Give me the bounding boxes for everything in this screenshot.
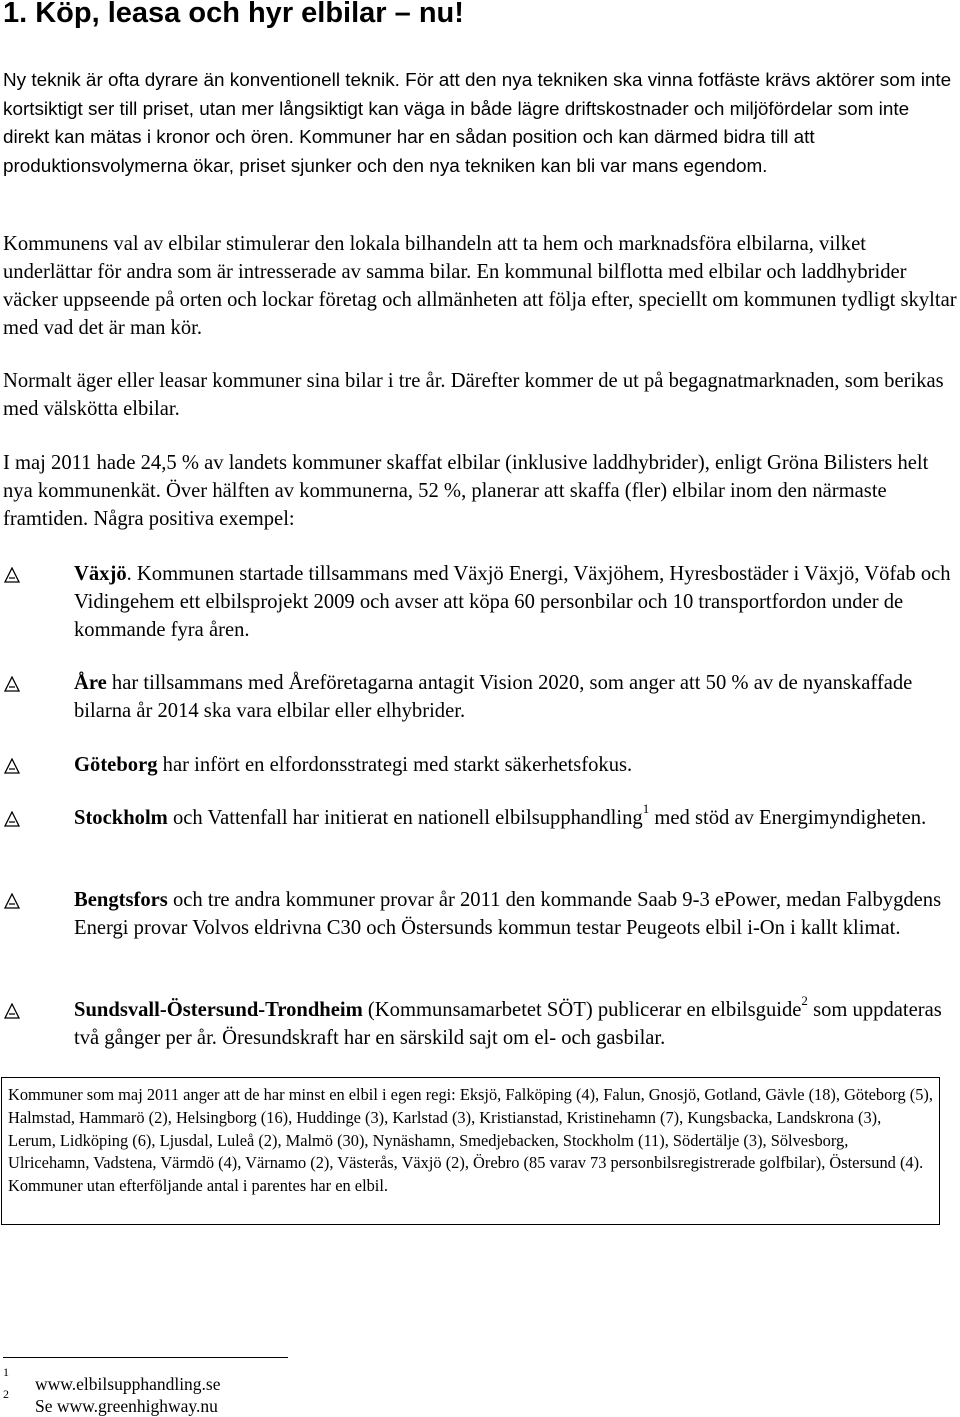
list-item <box>4 751 954 779</box>
bullet-municipality: Bengtsfors <box>74 889 168 911</box>
bullet-municipality: Sundsvall-Östersund-Trondheim <box>74 999 363 1021</box>
bullet-municipality: Växjö <box>74 563 127 585</box>
footnote-link[interactable]: Se www.greenhighway.nu <box>35 1396 218 1416</box>
bullet-text: har tillsammans med Åreföretagarna antagit Vision 2020, som anger att 50 % av de nyanskaffade bilarna år 2014 ska vara elbilar eller elhybrider. <box>74 672 913 722</box>
bullet-text: och tre andra kommuner provar år 2011 den kommande Saab 9-3 ePower, medan Falbygdens Energi provar Volvos eldrivna C30 och Östersunds kommun testar Peugeots elbil i-On i kallt klimat. <box>74 889 942 939</box>
bullet-text: och Vattenfall har initierat en nationell elbilsupphandling <box>167 807 643 829</box>
list-item <box>4 801 954 832</box>
bullet-municipality: Göteborg <box>74 754 158 776</box>
footnote-ref: 2 <box>801 993 808 1009</box>
triangle-bullet-icon <box>4 886 26 914</box>
footnote-ref: 1 <box>642 801 650 817</box>
bullet-text: som uppdateras två gånger per år. Öresundskraft har en särskild sajt om el- och gasbilar. <box>74 999 942 1049</box>
triangle-bullet-icon <box>4 804 26 832</box>
bullet-municipality: Stockholm <box>74 807 168 829</box>
triangle-bullet-icon <box>4 751 26 779</box>
triangle-bullet-icon <box>4 669 26 697</box>
footnote-number: 2 <box>3 1387 9 1401</box>
triangle-bullet-icon <box>4 996 26 1024</box>
footnote-number: 1 <box>3 1365 9 1379</box>
paragraph-leasing: Normalt äger eller leasar kommuner sina bilar i tre år. Därefter kommer de ut på begagnatmarknaden, som berikas med välskötta elbilar. <box>3 370 944 420</box>
bullet-text: har infört en elfordonsstrategi med starkt säkerhetsfokus. <box>157 754 633 776</box>
list-item <box>4 560 954 644</box>
bullet-municipality: Åre <box>74 672 107 694</box>
bullet-text: med stöd av Energimyndigheten. <box>649 807 927 829</box>
bullet-text: (Kommunsamarbetet SÖT) publicerar en elbilsguide <box>362 999 802 1021</box>
bullet-text: . Kommunen startade tillsammans med Växjö Energi, Växjöhem, Hyresbostäder i Växjö, Vöfab och Vidingehem ett elbilsprojekt 2009 och avser att köpa 60 personbilar och 10 transportfordon under de kommande fyra åren. <box>74 563 951 641</box>
list-item <box>4 669 954 725</box>
municipalities-box <box>1 1077 940 1225</box>
list-item <box>4 993 954 1052</box>
box-text: Kommuner som maj 2011 anger att de har minst en elbil i egen regi: Eksjö, Falköping (4), Falun, Gnosjö, Gotland, Gävle (18), Göteborg (5), Halmstad, Hammarö (2), Helsingborg (16), Huddinge (3), Karlstad (3), Kristianstad, Kristinehamn (7), Kungsbacka, Landskrona (3), Lerum, Lidköping (6), Ljusdal, Luleå (2), Malmö (30), Nynäshamn, Smedjebacken, Stockholm (11), Södertälje (3), Sölvesborg, Ulricehamn, Vadstena, Värmdö (4), Värnamo (2), Västerås, Växjö (2), Örebro (85 varav 73 personbilsregistrerade golfbilar), Östersund (4). Kommuner utan efterföljande antal i parentes har en elbil. <box>8 1085 933 1196</box>
paragraph-local-market: Kommunens val av elbilar stimulerar den lokala bilhandeln att ta hem och marknadsföra elbilarna, vilket underlättar för andra som är intresserade av samma bilar. En kommunal bilflotta med elbilar och laddhybrider väcker uppseende på orten och lockar företag och allmänheten att följa efter, speciellt om kommunen tydligt skyltar med vad det är man kör. <box>3 233 957 339</box>
paragraph-intro: Ny teknik är ofta dyrare än konventionell teknik. För att den nya tekniken ska vinna fotfäste krävs aktörer som inte kortsiktigt ser till priset, utan mer långsiktigt kan väga in både lägre driftskostnader och miljöfördelar som inte direkt kan mätas i kronor och ören. Kommuner har en sådan position och kan därmed bidra till att produktionsvolymerna ökar, priset sjunker och den nya tekniken kan bli var mans egendom. <box>3 70 952 177</box>
section-heading: 1. Köp, leasa och hyr elbilar – nu! <box>3 0 464 29</box>
footnote-link[interactable]: www.elbilsupphandling.se <box>35 1374 221 1394</box>
list-item <box>4 886 954 942</box>
triangle-bullet-icon <box>4 560 26 588</box>
footnote-divider <box>3 1357 288 1358</box>
paragraph-survey: I maj 2011 hade 24,5 % av landets kommuner skaffat elbilar (inklusive laddhybrider), enligt Gröna Bilisters helt nya kommunenkät. Över hälften av kommunerna, 52 %, planerar att skaffa (fler) elbilar inom den närmaste framtiden. Några positiva exempel: <box>3 452 929 530</box>
